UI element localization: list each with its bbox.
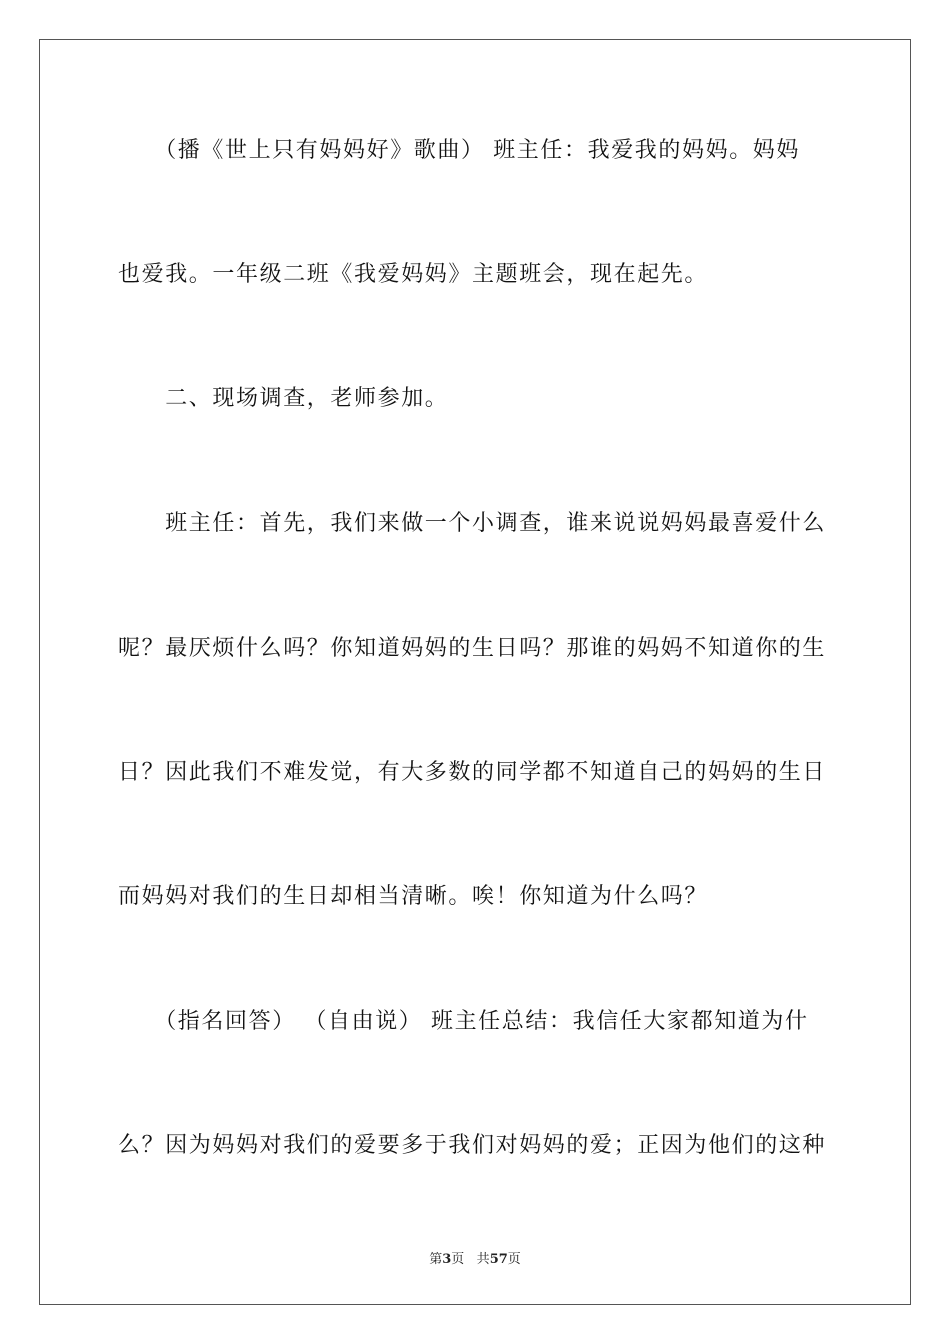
- text-line-8: （指名回答） （自由说） 班主任总结：我信任大家都知道为什: [118, 1009, 809, 1034]
- text-line-2: 也爱我。一年级二班《我爱妈妈》主题班会，现在起先。: [118, 262, 709, 287]
- total-suffix: 页: [507, 1252, 521, 1267]
- total-pages: 57: [489, 1252, 508, 1267]
- text-line-3: 二、现场调查，老师参加。: [118, 386, 449, 411]
- text-line-4: 班主任：首先，我们来做一个小调查，谁来说说妈妈最喜爱什么: [118, 511, 827, 536]
- text-line-7: 而妈妈对我们的生日却相当清晰。唉！你知道为什么吗？: [118, 884, 709, 909]
- text-line-5: 呢？最厌烦什么吗？你知道妈妈的生日吗？那谁的妈妈不知道你的生: [118, 636, 827, 661]
- page-prefix: 第: [429, 1252, 443, 1267]
- page-suffix: 页: [451, 1252, 465, 1267]
- page-border: [39, 39, 911, 1305]
- page-number: 3: [442, 1252, 452, 1267]
- text-line-1: （播《世上只有妈妈好》歌曲） 班主任：我爱我的妈妈。妈妈: [118, 138, 800, 163]
- total-prefix: 共: [476, 1252, 490, 1267]
- page-footer: [0, 1248, 950, 1267]
- text-line-6: 日？因此我们不难发觉，有大多数的同学都不知道自己的妈妈的生日: [118, 760, 827, 785]
- text-line-9: 么？因为妈妈对我们的爱要多于我们对妈妈的爱；正因为他们的这种: [118, 1133, 827, 1158]
